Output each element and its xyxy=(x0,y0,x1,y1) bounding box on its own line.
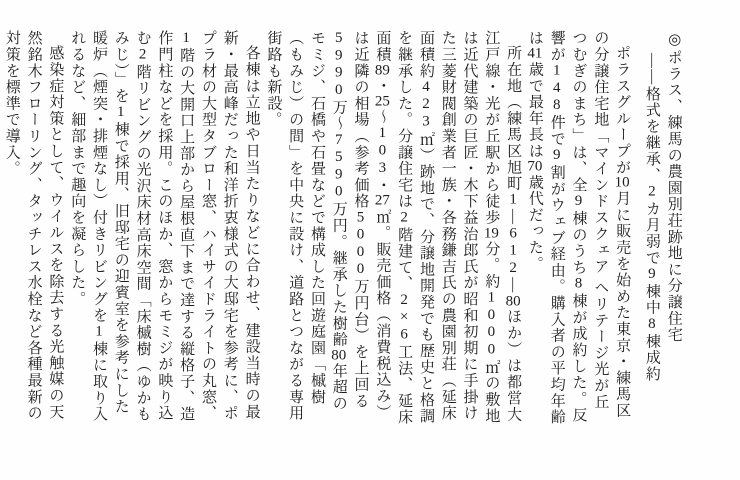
number: 6 xyxy=(396,326,413,344)
number: 9 xyxy=(548,147,565,165)
number: 1 xyxy=(90,323,107,341)
number: 7590 xyxy=(330,131,347,202)
number: 9 xyxy=(570,193,587,211)
article-headline xyxy=(640,30,684,426)
number: 8 xyxy=(570,275,587,293)
number: 27 xyxy=(374,193,390,209)
number: 2 xyxy=(396,209,413,227)
number: 423 xyxy=(417,78,434,131)
number: 25 xyxy=(374,93,390,109)
number: 80 xyxy=(331,347,347,363)
number: 41 xyxy=(527,46,543,62)
article-paragraph: 各棟は立地や日当たりなどに合わせ、建設当時の最新・最高峰だった和洋折衷様式の大邸宅を参考に、ポプラ材の大型タブロー窓、ハイサイドライトの丸窓、1階の大開口上部から屋根直下まで達する縦格子、造作門柱などを採用。このほか、窓からモミジが映り込む2階リビングの光沢床材高床空間「床槭樹（ゆかもみじ）」を1棟で採用、旧邸宅の迎賓室を参考にした暖炉（煙突・排煙なし）付きリビングを1棟に取り入れるなど、細部まで趣向を凝らした。 xyxy=(69,30,260,423)
article-paragraph: ポラスグループが10月に販売を始めた東京・練馬区の分譲住宅地「マインドスクェア ヘリテージ光が丘 つむぎのまち」は、全9棟のうち8棟が成約した。反響が148件で9割がウェブ経由。購入者の平均年齢は41歳で最年長は70歳代だった。 xyxy=(526,30,631,426)
number: 9 xyxy=(643,265,660,283)
number: 70 xyxy=(527,159,543,175)
number: 8 xyxy=(643,315,660,333)
number: 19 xyxy=(483,225,499,241)
number: 5990 xyxy=(330,30,347,100)
article-paragraph: 感染症対策として、ウイルスを除去する光触媒の天然銘木フローリング、タッチレス水栓など各種最新の対策を標準で導入。 xyxy=(3,30,64,422)
article-paragraph: 所在地（練馬区旭町1—612—80ほか）は都営大江戸線・光が丘駅から徒歩19分。約1000㎡の敷地は近代建築の巨匠・木下益治郎氏が昭和初期に手掛けた三菱財閥創業者一族・各務鎌吉氏の農園別荘（延床面積約423㎡）跡地で、分譲地開発でも歴史と格調を継承した。分譲住宅は2階建て、2×6工法、延床面積89・25〜103・27㎡。販売価格（消費税込み）は近隣の相場（参考価格5000万円台）を上回る5990万〜7590万円。継承した樹齢80年超のモミジ、石橋や石畳などで構成した回遊庭園「槭樹（もみじ）の間」を中央に設け、道路とつながる専用街路も新設。 xyxy=(265,30,522,426)
number: 1 xyxy=(112,104,129,122)
number: 148 xyxy=(548,62,565,115)
number: 2 xyxy=(396,291,413,310)
number: 2 xyxy=(134,46,151,64)
number: 1 xyxy=(178,30,195,48)
number: 612 xyxy=(505,225,522,278)
article-body xyxy=(0,30,632,426)
number: 5000 xyxy=(352,209,369,279)
number: 10 xyxy=(614,175,630,191)
number: 1000 xyxy=(483,289,500,359)
number: 89 xyxy=(374,62,390,78)
article-title: ◎ポラス、練馬の農園別荘跡地に分譲住宅 xyxy=(665,30,682,343)
article-subtitle: ——格式を継承、2カ月弱で9棟中8棟成約 xyxy=(643,52,660,382)
number: 80 xyxy=(505,293,521,309)
number: 103 xyxy=(374,125,391,178)
number: 2 xyxy=(643,182,660,201)
number: 1 xyxy=(505,191,522,210)
